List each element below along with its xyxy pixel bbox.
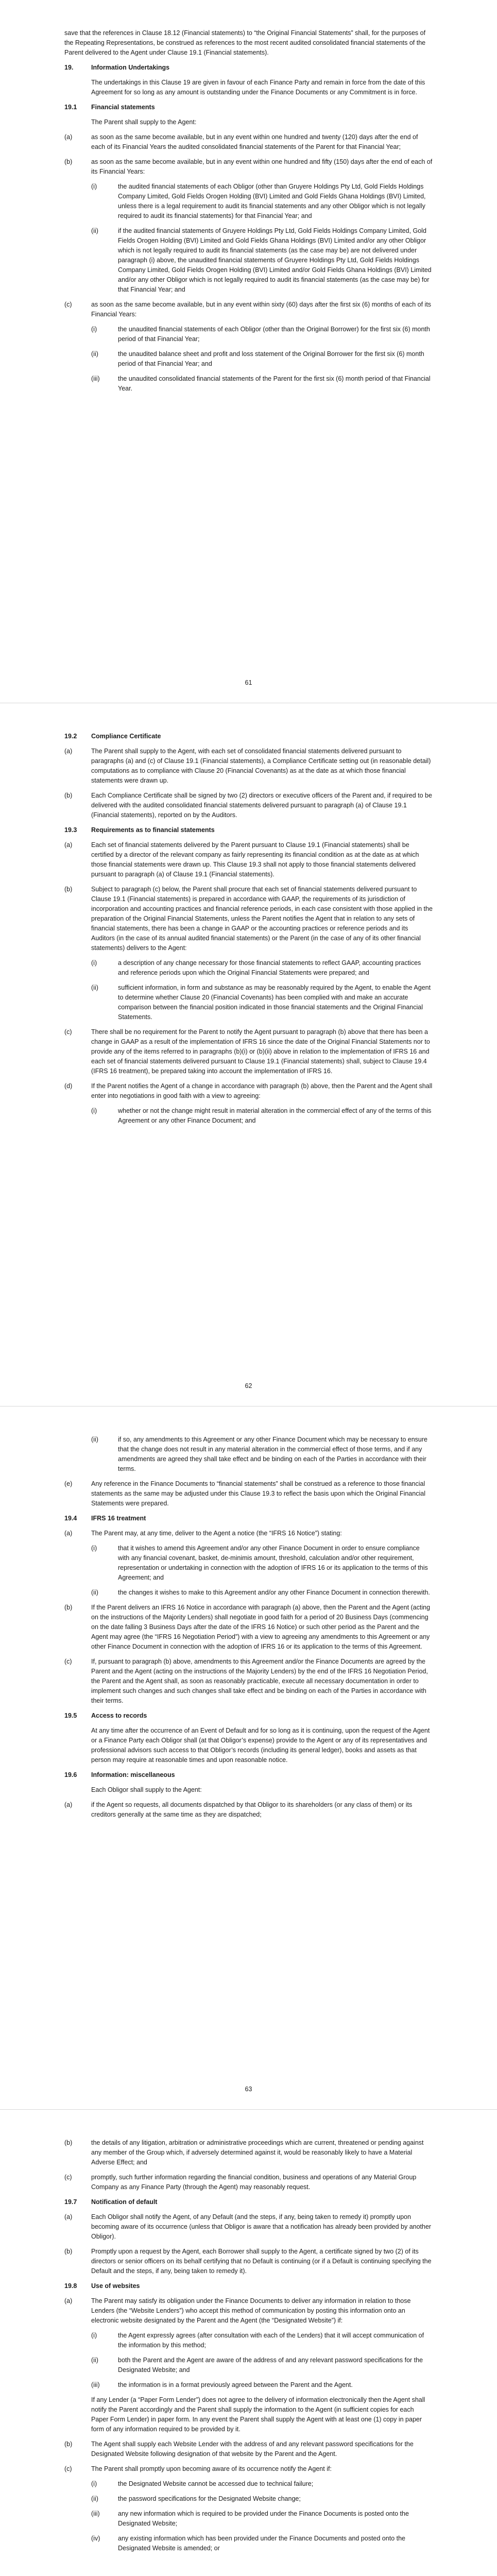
clause-text: sufficient information, in form and substance as may be reasonably required by the Agent, to enable the Agent to determine whether Clause 20 (Financial Covenants) has been complied with and make an accurate comparison between the financial position indicated in those financial statements and the Original Financial Statements. bbox=[118, 984, 431, 1021]
clause-text: If the Parent notifies the Agent of a change in accordance with paragraph (b) above, then the Parent and the Agent shall enter into negotiations in good faith with a view to agreeing: bbox=[91, 1082, 433, 1099]
clause-text: as soon as the same become available, but in any event within sixty (60) days after the first six (6) months of each of its Financial Years: bbox=[91, 301, 432, 318]
clause-text: Subject to paragraph (c) below, the Parent shall procure that each set of financial statements delivered pursuant to Clause 19.1 (Financial statements) is prepared in accordance with GAAP, the requirements of its jurisdiction of incorporation and accounting practices and financial reference periods, in each case consistent with those applied in the preparation of the Original Financial Statements, unless the Parent notifies the Agent that in relation to any sets of financial statements, there has been a change in GAAP or the accounting practices or reference periods and its Auditors (in the case of its annual audited financial statements) or the Parent (in the case of any of its other financial statements) delivers to the Agent: bbox=[91, 886, 433, 952]
section-heading bbox=[64, 2197, 433, 2207]
clause-number: (i) bbox=[91, 959, 97, 967]
paragraph: Each Obligor shall supply to the Agent: bbox=[91, 1786, 202, 1793]
clause-text: as soon as the same become available, but in any event within one hundred and twenty (120) days after the end of each of its Financial Years the audited consolidated financial statements of the Parent for that Financial Year; bbox=[91, 133, 418, 150]
list-item bbox=[64, 300, 433, 319]
list-item bbox=[91, 182, 433, 221]
section-heading bbox=[64, 103, 433, 112]
clause-text: Notification of default bbox=[91, 2198, 158, 2206]
paragraph: The undertakings in this Clause 19 are given in favour of each Finance Party and remain in force from the date of this Agreement for so long as any amount is outstanding under the Finance Documents or any Commitment is in force. bbox=[91, 79, 425, 96]
list-item bbox=[91, 2380, 433, 2390]
clause-text: Information Undertakings bbox=[91, 64, 170, 71]
page-content bbox=[64, 1435, 433, 1825]
clause-text: whether or not the change might result in material alteration in the commercial effect of any of the terms of this Agreement or any other Finance Document; and bbox=[118, 1107, 432, 1124]
clause-number: 19.1 bbox=[64, 104, 77, 111]
list-item bbox=[91, 2479, 433, 2489]
clause-number: (b) bbox=[64, 792, 73, 799]
page-content bbox=[64, 732, 433, 1131]
clause-number: (b) bbox=[64, 886, 73, 893]
page-61 bbox=[0, 0, 497, 703]
clause-number: (iv) bbox=[91, 2535, 100, 2542]
clause-text: both the Parent and the Agent are aware of the address of and any relevant password specifications for the Designated Website; and bbox=[118, 2357, 423, 2374]
clause-number: (i) bbox=[91, 2480, 97, 2487]
clause-text: Promptly upon a request by the Agent, each Borrower shall supply to the Agent, a certificate signed by two (2) of its directors or senior officers on its behalf certifying that no Default is continuing (or if a Default is continuing specifying the Default and the steps, if any, being taken to remedy it). bbox=[91, 2248, 432, 2275]
list-item bbox=[64, 1081, 433, 1101]
page-number: 63 bbox=[245, 2086, 252, 2093]
list-item bbox=[64, 1800, 433, 1820]
page-64 bbox=[0, 2110, 497, 2576]
clause-text: Requirements as to financial statements bbox=[91, 826, 215, 834]
list-item bbox=[64, 2173, 433, 2192]
page-number: 62 bbox=[245, 1382, 252, 1389]
list-item bbox=[91, 2509, 433, 2529]
list-item bbox=[91, 2355, 433, 2375]
clause-number: 19.3 bbox=[64, 826, 77, 834]
clause-number: (c) bbox=[64, 2174, 72, 2181]
clause-text: Each set of financial statements delivered by the Parent pursuant to Clause 19.1 (Financial statements) shall be certified by a director of the relevant company as fairly representing its financial condition as at the date as at which those financial statements were drawn up. This Clause 19.3 shall not apply to those financial statements delivered pursuant to paragraph (a) of Clause 19.1 (Financial statements). bbox=[91, 841, 419, 878]
clause-text: the password specifications for the Designated Website change; bbox=[118, 2495, 301, 2502]
clause-number: (ii) bbox=[91, 2495, 98, 2502]
clause-text: promptly, such further information regarding the financial condition, business and operations of any Material Group Company as any Finance Party (through the Agent) may reasonably request. bbox=[91, 2174, 417, 2191]
list-item bbox=[64, 885, 433, 953]
clause-text: if the Agent so requests, all documents dispatched by that Obligor to its shareholders (or any class of them) or its creditors generally at the same time as they are dispatched; bbox=[91, 1801, 413, 1818]
clause-number: (a) bbox=[64, 2297, 73, 2304]
list-item bbox=[64, 132, 433, 152]
page-content bbox=[64, 2138, 433, 2558]
list-item bbox=[64, 2296, 433, 2326]
list-item bbox=[91, 958, 433, 978]
clause-text: Any reference in the Finance Documents to “financial statements” shall be construed as a reference to those financial statements as the same may be adjusted under this Clause 19.3 to reflect the basis upon which the Original Financial Statements were prepared. bbox=[91, 1480, 425, 1507]
clause-text: The Parent may satisfy its obligation under the Finance Documents to deliver any information in relation to those Lenders (the “Website Lenders”) who accept this method of communication by posting this information onto an electronic website designated by the Parent and the Agent (the “Designated Website”) if: bbox=[91, 2297, 411, 2324]
clause-text: IFRS 16 treatment bbox=[91, 1515, 146, 1522]
clause-text: the changes it wishes to make to this Agreement and/or any other Finance Document in connection therewith. bbox=[118, 1589, 430, 1596]
paragraph: save that the references in Clause 18.12 (Financial statements) to “the Original Financial Statements” shall, for the purposes of the Repeating Representations, be construed as references to the most recent audited consolidated financial statements of the Parent delivered to the Agent under Clause 19.1 (Financial statements). bbox=[64, 29, 426, 56]
list-item bbox=[64, 1529, 433, 1538]
clause-number: (c) bbox=[64, 1028, 72, 1036]
clause-number: (a) bbox=[64, 748, 73, 755]
clause-number: (i) bbox=[91, 2332, 97, 2339]
clause-number: 19. bbox=[64, 64, 74, 71]
list-item bbox=[64, 2212, 433, 2242]
list-item bbox=[64, 840, 433, 879]
page-62 bbox=[0, 703, 497, 1406]
clause-number: (a) bbox=[64, 1801, 73, 1808]
page-63 bbox=[0, 1406, 497, 2110]
clause-text: the information is in a format previously agreed between the Parent and the Agent. bbox=[118, 2381, 353, 2388]
clause-text: Information: miscellaneous bbox=[91, 1771, 175, 1778]
clause-number: (ii) bbox=[91, 984, 98, 991]
clause-number: (ii) bbox=[91, 1589, 98, 1596]
clause-text: The Agent shall supply each Website Lender with the address of and any relevant password specifications for the Designated Website following designation of that website by the Parent and the Agent. bbox=[91, 2441, 414, 2458]
list-item bbox=[91, 1435, 433, 1474]
clause-number: (c) bbox=[64, 301, 72, 308]
clause-text: The Parent shall supply to the Agent, with each set of consolidated financial statements delivered pursuant to paragraphs (a) and (c) of Clause 19.1 (Financial statements), a Compliance Certificate setting out (in reasonable detail) computations as to compliance with Clause 20 (Financial Covenants) as at the date as at which those financial statements were drawn up. bbox=[91, 748, 431, 784]
clause-number: 19.4 bbox=[64, 1515, 77, 1522]
section-heading bbox=[64, 732, 433, 741]
clause-number: 19.7 bbox=[64, 2198, 77, 2206]
clause-number: 19.8 bbox=[64, 2282, 77, 2290]
section-heading bbox=[64, 1770, 433, 1780]
page-number: 61 bbox=[245, 679, 252, 686]
list-item bbox=[64, 1657, 433, 1706]
clause-number: (d) bbox=[64, 1082, 73, 1090]
clause-number: 19.6 bbox=[64, 1771, 77, 1778]
clause-number: (a) bbox=[64, 1530, 73, 1537]
clause-text: the unaudited financial statements of each Obligor (other than the Original Borrower) for the first six (6) month period of that Financial Year; bbox=[118, 326, 430, 343]
list-item bbox=[64, 2247, 433, 2276]
clause-text: the unaudited consolidated financial statements of the Parent for the first six (6) month period of that Financial Year. bbox=[118, 375, 431, 392]
clause-text: as soon as the same become available, but in any event within one hundred and fifty (150) days after the end of each of its Financial Years: bbox=[91, 158, 433, 175]
clause-text: Each Compliance Certificate shall be signed by two (2) directors or executive officers of the Parent and, if required to be delivered with the audited consolidated financial statements delivered pursuant to paragraph (a) of Clause 19.1 (Financial statements), reported on by the Auditors. bbox=[91, 792, 432, 819]
clause-number: (ii) bbox=[91, 227, 98, 234]
clause-text: if so, any amendments to this Agreement or any other Finance Document which may be necessary to ensure that the change does not result in any material alteration in the commercial effect of those terms, and if any amendments are agreed they shall take effect and be binding on each of the Parties in accordance with their terms. bbox=[118, 1436, 428, 1472]
clause-number: (a) bbox=[64, 2213, 73, 2221]
section-heading bbox=[64, 2281, 433, 2291]
clause-text: the Designated Website cannot be accessed due to technical failure; bbox=[118, 2480, 314, 2487]
section-heading bbox=[64, 825, 433, 835]
clause-text: If the Parent delivers an IFRS 16 Notice in accordance with paragraph (a) above, then the Parent and the Agent (acting on the instructions of the Majority Lenders) shall negotiate in good faith for a period of 20 Business Days (commencing on the date falling 3 Business Days after the date of the IFRS 16 Notice) or such other period as the Parent and the Agent may agree (the “IFRS 16 Negotiation Period”) with a view to agreeing any amendments to this Agreement or any other Finance Document in connection with the adoption of IFRS 16 or its application to the terms of this Agreement. bbox=[91, 1604, 431, 1650]
list-item bbox=[91, 2534, 433, 2553]
clause-number: (i) bbox=[91, 1107, 97, 1114]
list-item bbox=[64, 1603, 433, 1652]
clause-text: There shall be no requirement for the Parent to notify the Agent pursuant to paragraph (b) above that there has been a change in GAAP as a result of the implementation of IFRS 16 since the date of the Original Financial Statements nor to provide any of the items referred to in paragraphs (b)(i) or (b)(ii) above in relation to the implementation of IFRS 16 and each set of financial statements delivered pursuant to Clause 19.1 (Financial statements) shall, subject to Clause 19.4 (IFRS 16 treatment), be prepared taking into account the implementation of IFRS 16. bbox=[91, 1028, 430, 1075]
list-item bbox=[91, 325, 433, 344]
list-item bbox=[91, 1106, 433, 1126]
clause-text: Compliance Certificate bbox=[91, 733, 161, 740]
section-heading bbox=[64, 63, 433, 73]
clause-text: If, pursuant to paragraph (b) above, amendments to this Agreement and/or the Finance Documents are agreed by the Parent and the Agent (acting on the instructions of the Majority Lenders) by the end of the IFRS 16 Negotiation Period, the Parent and the Agent shall, as soon as reasonably practicable, execute all necessary documentation in order to implement such changes and such changes shall take effect and be binding on each of the Parties in accordance with their terms. bbox=[91, 1658, 428, 1704]
clause-number: (c) bbox=[64, 2465, 72, 2472]
clause-number: (b) bbox=[64, 2441, 73, 2448]
clause-number: (ii) bbox=[91, 1436, 98, 1443]
list-item bbox=[91, 374, 433, 394]
clause-text: any existing information which has been provided under the Finance Documents and posted onto the Designated Website is amended; or bbox=[118, 2535, 405, 2552]
clause-number: (i) bbox=[91, 1545, 97, 1552]
clause-number: (iii) bbox=[91, 2381, 100, 2388]
clause-text: Access to records bbox=[91, 1712, 147, 1719]
clause-number: (b) bbox=[64, 2139, 73, 2146]
clause-text: Use of websites bbox=[91, 2282, 140, 2290]
clause-text: the details of any litigation, arbitration or administrative proceedings which are current, threatened or pending against any member of the Group which, if adversely determined against it, would be reasonably likely to have a Material Adverse Effect; and bbox=[91, 2139, 424, 2166]
clause-number: (i) bbox=[91, 183, 97, 190]
list-item bbox=[64, 1479, 433, 1509]
list-item bbox=[91, 983, 433, 1022]
clause-number: (a) bbox=[64, 133, 73, 141]
clause-number: (iii) bbox=[91, 375, 100, 382]
clause-number: (b) bbox=[64, 158, 73, 165]
clause-text: the unaudited balance sheet and profit and loss statement of the Original Borrower for the first six (6) month period of that Financial Year; and bbox=[118, 350, 424, 367]
list-item bbox=[91, 226, 433, 295]
list-item bbox=[91, 1544, 433, 1583]
list-item bbox=[64, 2439, 433, 2459]
clause-number: (b) bbox=[64, 1604, 73, 1611]
section-heading bbox=[64, 1711, 433, 1721]
clause-text: any new information which is required to be provided under the Finance Documents is posted onto the Designated Website; bbox=[118, 2510, 409, 2527]
paragraph: The Parent shall supply to the Agent: bbox=[91, 118, 197, 126]
clause-text: if the audited financial statements of Gruyere Holdings Pty Ltd, Gold Fields Holdings Company Limited, Gold Fields Orogen Holding (BVI) Limited and Gold Fields Ghana Holdings (BVI) Limited and/or any other Obligor which is not legally required to audit its financial statements (as the case may be) are not delivered under paragraph (i) above, the unaudited financial statements of Gruyere Holdings Pty Ltd, Gold Fields Holdings Company Limited, Gold Fields Orogen Holding (BVI) Limited and/or Gold Fields Ghana Holdings (BVI) Limited and/or any other Obligor which is not legally required to audit its financial statements (as the case may be) for that Financial Year; and bbox=[118, 227, 432, 293]
list-item bbox=[64, 2138, 433, 2167]
clause-number: (c) bbox=[64, 1658, 72, 1665]
page-content bbox=[64, 28, 433, 399]
clause-text: The Parent shall promptly upon becoming aware of its occurrence notify the Agent if: bbox=[91, 2465, 332, 2472]
list-item bbox=[64, 2464, 433, 2474]
clause-text: that it wishes to amend this Agreement and/or any other Finance Document in order to ensure compliance with any financial covenant, basket, de-minimis amount, threshold, calculation and/or other requirement, representation or undertaking in connection with the adoption of IFRS 16 or its application to the terms of this Agreement; and bbox=[118, 1545, 428, 1581]
clause-number: (iii) bbox=[91, 2510, 100, 2517]
clause-number: (i) bbox=[91, 326, 97, 333]
clause-text: the Agent expressly agrees (after consultation with each of the Lenders) that it will accept communication of the information by this method; bbox=[118, 2332, 424, 2349]
list-item bbox=[64, 1027, 433, 1076]
list-item bbox=[64, 747, 433, 786]
clause-number: 19.5 bbox=[64, 1712, 77, 1719]
clause-number: (a) bbox=[64, 841, 73, 849]
clause-text: The Parent may, at any time, deliver to the Agent a notice (the “IFRS 16 Notice”) stating: bbox=[91, 1530, 342, 1537]
list-item bbox=[64, 157, 433, 177]
clause-text: Each Obligor shall notify the Agent, of any Default (and the steps, if any, being taken to remedy it) promptly upon becoming aware of its occurrence (unless that Obligor is aware that a notification has already been provided by another Obligor). bbox=[91, 2213, 432, 2240]
clause-number: (e) bbox=[64, 1480, 73, 1487]
paragraph: At any time after the occurrence of an Event of Default and for so long as it is continuing, upon the request of the Agent or a Finance Party each Obligor shall (at that Obligor’s expense) provide to the Agent or any of its representatives and professional advisors such access to that Obligor’s records (including its general ledger), books and assets as that person may require at reasonable times and upon reasonable notice. bbox=[91, 1727, 430, 1764]
clause-number: (b) bbox=[64, 2248, 73, 2255]
clause-number: (ii) bbox=[91, 350, 98, 358]
list-item bbox=[91, 2494, 433, 2504]
section-heading bbox=[64, 1514, 433, 1523]
list-item bbox=[91, 1588, 433, 1598]
clause-number: (ii) bbox=[91, 2357, 98, 2364]
clause-number: 19.2 bbox=[64, 733, 77, 740]
list-item bbox=[64, 791, 433, 820]
clause-text: Financial statements bbox=[91, 104, 155, 111]
clause-text: the audited financial statements of each Obligor (other than Gruyere Holdings Pty Ltd, Gold Fields Holdings Company Limited, Gold Fields Orogen Holding (BVI) Limited and Gold Fields Ghana Holdings (BVI) Limited, unless there is a legal requirement to audit its financial statements and any other Obligor which is not legally required to audit its financial statements) for that Financial Year; and bbox=[118, 183, 426, 219]
list-item bbox=[91, 2331, 433, 2350]
clause-text: a description of any change necessary for those financial statements to reflect GAAP, accounting practices and reference periods upon which the Original Financial Statements were prepared; and bbox=[118, 959, 421, 976]
list-item bbox=[91, 349, 433, 369]
paragraph: If any Lender (a “Paper Form Lender”) does not agree to the delivery of information electronically then the Agent shall notify the Parent accordingly and the Parent shall supply the information to the Agent (in sufficient copies for each Paper Form Lender) in paper form. In any event the Parent shall supply the Agent with at least one (1) copy in paper form of any information required to be provided by it. bbox=[91, 2396, 425, 2433]
